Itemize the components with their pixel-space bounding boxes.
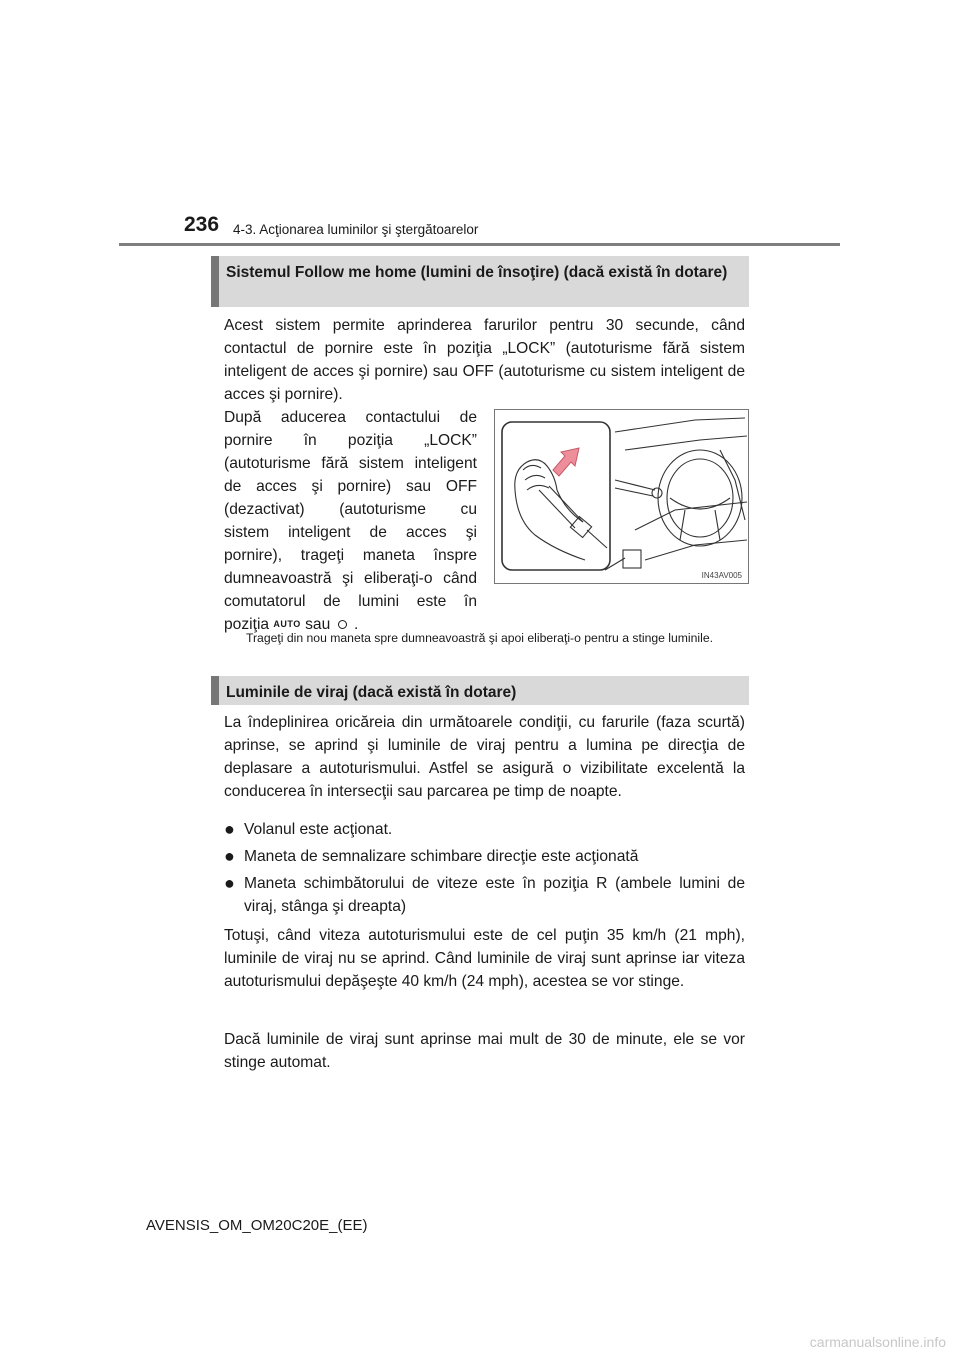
procedure-line: sistem inteligent de acces şi <box>224 524 477 541</box>
procedure-line: pornire în poziţia „LOCK” <box>224 432 477 449</box>
procedure-end-prefix: poziţia <box>224 616 270 633</box>
procedure-line: de acces şi pornire) sau OFF <box>224 478 477 495</box>
cornering-lights-timeout-paragraph: Dacă luminile de viraj sunt aprinse mai mult de 30 de minute, ele se vor stinge automat. <box>224 1031 745 1071</box>
section-title: 4-3. Acţionarea luminilor şi ştergătoarelor <box>233 222 479 237</box>
list-item <box>224 872 745 918</box>
cornering-lights-speed-paragraph: Totuşi, când viteza autoturismului este de cel puţin 35 km/h (21 mph), luminile de viraj nu se aprind. Când luminile de viraj sunt aprinse iar viteza autoturismului depăşeşte 40 km/h (24 mph), acestea se vor stinge. <box>224 927 745 990</box>
procedure-line: dumneavoastră şi eliberaţi-o când <box>224 570 477 587</box>
procedure-line: După aducerea contactului de <box>224 409 477 426</box>
header-divider <box>119 243 840 246</box>
bullet-icon: ● <box>224 819 235 839</box>
procedure-line: comutatorul de lumini este în <box>224 593 477 610</box>
follow-me-home-procedure <box>224 406 477 636</box>
follow-me-home-intro: Acest sistem permite aprinderea farurilor pentru 30 secunde, când contactul de pornire este în poziţia „LOCK” (autoturisme fără sistem inteligent de acces şi pornire) sau OFF (autoturisme cu sistem inteligent de acces şi pornire). <box>224 317 745 403</box>
model-code: AVENSIS_OM_OM20C20E_(EE) <box>146 1217 368 1234</box>
procedure-line: (autoturisme fără sistem inteligent <box>224 455 477 472</box>
bullet-icon: ● <box>224 846 235 866</box>
bullet-text: Maneta schimbătorului de viteze este în poziţia R (ambele lumini de viraj, stânga şi dreapta) <box>244 875 745 915</box>
section-heading-follow-me-home: Sistemul Follow me home (lumini de însoţire) (dacă există în dotare) <box>211 256 749 307</box>
procedure-end-suffix: . <box>353 616 359 633</box>
bullet-icon: ● <box>224 873 235 893</box>
list-item <box>224 818 745 841</box>
page-number: 236 <box>184 213 220 236</box>
procedure-line: pornire), trageţi maneta înspre <box>224 547 477 564</box>
follow-me-home-note: Trageţi din nou maneta spre dumneavoastră şi apoi eliberaţi-o pentru a stinge luminile. <box>246 631 713 645</box>
bullet-text: Maneta de semnalizare schimbare direcţie este acţionată <box>244 848 639 865</box>
procedure-line: (dezactivat) (autoturisme cu <box>224 501 477 518</box>
procedure-end-mid: sau <box>305 616 331 633</box>
bullet-text: Volanul este acţionat. <box>244 821 393 838</box>
watermark-text: carmanualsonline.info <box>809 1334 946 1350</box>
section-heading-cornering-lights: Luminile de viraj (dacă există în dotare) <box>211 676 749 705</box>
cornering-lights-intro: La îndeplinirea oricăreia din următoarele condiţii, cu farurile (faza scurtă) aprinse, se aprind şi luminile de viraj pentru a lumina pe direcţia de deplasare a autoturismului. Astfel se asigură o vizibilitate excelentă la conducerea în intersecţii sau parcarea pe timp de noapte. <box>224 714 745 800</box>
auto-symbol-icon: AUTO <box>273 619 301 629</box>
list-item <box>224 845 745 868</box>
light-lever-illustration <box>494 409 749 584</box>
headlight-symbol-icon <box>338 620 347 629</box>
figure-code: IN43AV005 <box>701 571 742 580</box>
dashboard-lever-drawing <box>495 410 748 583</box>
